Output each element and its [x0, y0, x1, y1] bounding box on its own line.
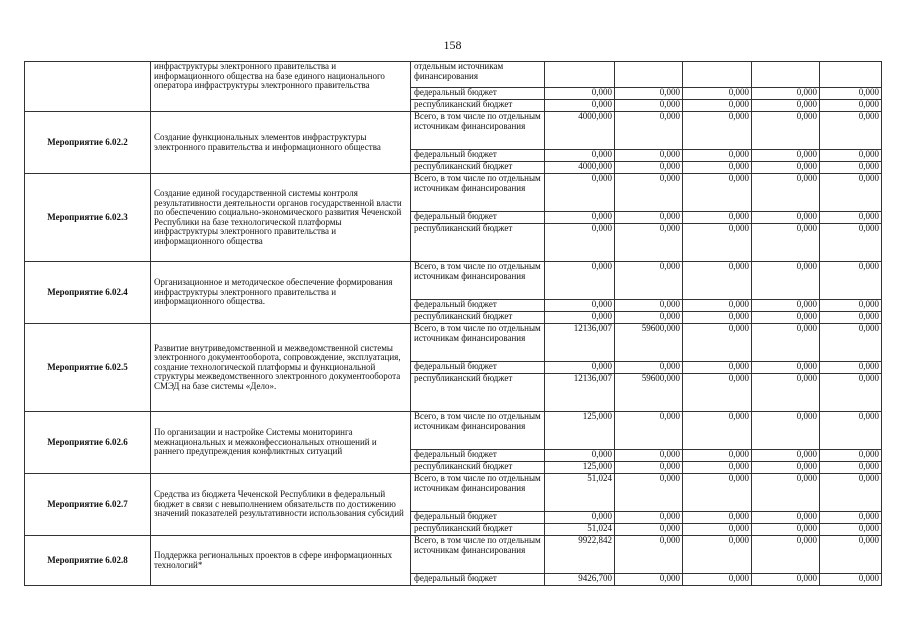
- amount-cell: 9426,700: [545, 574, 615, 586]
- amount-cell: 0,000: [752, 324, 820, 362]
- amount-cell: 0,000: [820, 312, 882, 324]
- funding-source: федеральный бюджет: [411, 150, 545, 162]
- amount-cell: 0,000: [752, 174, 820, 212]
- measure-description: инфраструктуры электронного правительства и информационного общества на базе единого национального оператора инфраструктуры электронного правительства: [151, 62, 411, 112]
- table-row: [25, 536, 882, 574]
- table-row: [25, 412, 882, 450]
- amount-cell: 0,000: [820, 450, 882, 462]
- amount-cell: 0,000: [752, 212, 820, 224]
- amount-cell: 59600,000: [615, 374, 683, 412]
- amount-cell: 0,000: [615, 150, 683, 162]
- funding-source: Всего, в том числе по отдельным источникам финансирования: [411, 262, 545, 300]
- amount-cell: 0,000: [752, 300, 820, 312]
- table-row: [25, 62, 882, 88]
- funding-source: Всего, в том числе по отдельным источникам финансирования: [411, 536, 545, 574]
- amount-cell: 0,000: [683, 362, 752, 374]
- amount-cell: 0,000: [683, 450, 752, 462]
- amount-cell: 0,000: [545, 262, 615, 300]
- amount-cell: 0,000: [752, 574, 820, 586]
- amount-cell: 0,000: [820, 112, 882, 150]
- amount-cell: 0,000: [615, 100, 683, 112]
- amount-cell: 0,000: [615, 212, 683, 224]
- amount-cell: 0,000: [545, 512, 615, 524]
- amount-cell: 0,000: [683, 374, 752, 412]
- amount-cell: 0,000: [752, 224, 820, 262]
- measure-description: Поддержка региональных проектов в сфере информационных технологий*: [151, 536, 411, 586]
- amount-cell: 0,000: [545, 312, 615, 324]
- funding-source: республиканский бюджет: [411, 462, 545, 474]
- amount-cell: 0,000: [545, 300, 615, 312]
- amount-cell: 0,000: [615, 262, 683, 300]
- amount-cell: 0,000: [752, 362, 820, 374]
- amount-cell: 0,000: [752, 524, 820, 536]
- amount-cell: 0,000: [683, 88, 752, 100]
- funding-source: Всего, в том числе по отдельным источникам финансирования: [411, 112, 545, 150]
- amount-cell: 0,000: [615, 412, 683, 450]
- amount-cell: 0,000: [683, 300, 752, 312]
- amount-cell: 0,000: [820, 212, 882, 224]
- table-row: [25, 112, 882, 150]
- funding-source: Всего, в том числе по отдельным источникам финансирования: [411, 324, 545, 362]
- measure-id: Мероприятие 6.02.3: [25, 174, 151, 262]
- amount-cell: 0,000: [615, 88, 683, 100]
- amount-cell: 0,000: [683, 150, 752, 162]
- table-row: [25, 324, 882, 362]
- amount-cell: [683, 62, 752, 88]
- amount-cell: 0,000: [545, 212, 615, 224]
- amount-cell: 0,000: [820, 88, 882, 100]
- amount-cell: 59600,000: [615, 324, 683, 362]
- measure-id: Мероприятие 6.02.7: [25, 474, 151, 536]
- amount-cell: 0,000: [615, 512, 683, 524]
- measure-id: Мероприятие 6.02.4: [25, 262, 151, 324]
- funding-source: Всего, в том числе по отдельным источникам финансирования: [411, 474, 545, 512]
- amount-cell: 0,000: [752, 450, 820, 462]
- funding-source: республиканский бюджет: [411, 524, 545, 536]
- financing-table-body: [25, 62, 882, 586]
- amount-cell: 0,000: [820, 374, 882, 412]
- amount-cell: 0,000: [545, 88, 615, 100]
- amount-cell: 0,000: [752, 536, 820, 574]
- amount-cell: [615, 62, 683, 88]
- amount-cell: 0,000: [683, 324, 752, 362]
- measure-id: [25, 62, 151, 112]
- amount-cell: 12136,007: [545, 374, 615, 412]
- amount-cell: 0,000: [820, 474, 882, 512]
- funding-source: федеральный бюджет: [411, 212, 545, 224]
- amount-cell: 0,000: [683, 212, 752, 224]
- amount-cell: 0,000: [615, 362, 683, 374]
- amount-cell: 51,024: [545, 524, 615, 536]
- amount-cell: 125,000: [545, 412, 615, 450]
- amount-cell: 0,000: [752, 162, 820, 174]
- amount-cell: 0,000: [752, 462, 820, 474]
- measure-id: Мероприятие 6.02.6: [25, 412, 151, 474]
- amount-cell: [545, 62, 615, 88]
- amount-cell: 0,000: [752, 512, 820, 524]
- amount-cell: 0,000: [545, 100, 615, 112]
- amount-cell: 0,000: [615, 574, 683, 586]
- amount-cell: 0,000: [545, 150, 615, 162]
- amount-cell: 0,000: [752, 312, 820, 324]
- funding-source: Всего, в том числе по отдельным источникам финансирования: [411, 412, 545, 450]
- measure-id: Мероприятие 6.02.2: [25, 112, 151, 174]
- amount-cell: 0,000: [820, 462, 882, 474]
- funding-source: федеральный бюджет: [411, 300, 545, 312]
- amount-cell: 0,000: [545, 224, 615, 262]
- amount-cell: [820, 62, 882, 88]
- amount-cell: 0,000: [683, 162, 752, 174]
- measure-description: Организационное и методическое обеспечение формирования инфраструктуры электронного правительства и информационного общества.: [151, 262, 411, 324]
- amount-cell: 0,000: [820, 412, 882, 450]
- amount-cell: 0,000: [615, 112, 683, 150]
- amount-cell: 0,000: [820, 174, 882, 212]
- amount-cell: 0,000: [820, 512, 882, 524]
- amount-cell: 0,000: [752, 412, 820, 450]
- amount-cell: 0,000: [820, 100, 882, 112]
- amount-cell: 0,000: [545, 450, 615, 462]
- measure-description: По организации и настройке Системы мониторинга межнациональных и межконфессиональных отношений и раннего предупреждения конфликтных ситуаций: [151, 412, 411, 474]
- amount-cell: 0,000: [615, 462, 683, 474]
- amount-cell: 0,000: [683, 100, 752, 112]
- amount-cell: 0,000: [683, 474, 752, 512]
- amount-cell: 0,000: [683, 574, 752, 586]
- amount-cell: 0,000: [615, 224, 683, 262]
- financing-table: [24, 61, 882, 586]
- amount-cell: [752, 62, 820, 88]
- amount-cell: 0,000: [752, 112, 820, 150]
- table-row: [25, 474, 882, 512]
- amount-cell: 0,000: [820, 262, 882, 300]
- amount-cell: 0,000: [820, 324, 882, 362]
- amount-cell: 4000,000: [545, 112, 615, 150]
- amount-cell: 0,000: [615, 450, 683, 462]
- amount-cell: 0,000: [683, 224, 752, 262]
- funding-source: отдельным источникам финансирования: [411, 62, 545, 88]
- amount-cell: 0,000: [683, 312, 752, 324]
- amount-cell: 0,000: [752, 150, 820, 162]
- amount-cell: 0,000: [683, 174, 752, 212]
- measure-id: Мероприятие 6.02.5: [25, 324, 151, 412]
- amount-cell: 0,000: [615, 536, 683, 574]
- amount-cell: 0,000: [683, 262, 752, 300]
- amount-cell: 0,000: [683, 524, 752, 536]
- amount-cell: 0,000: [820, 536, 882, 574]
- amount-cell: 0,000: [820, 362, 882, 374]
- funding-source: федеральный бюджет: [411, 362, 545, 374]
- measure-description: Создание единой государственной системы контроля результативности деятельности органов государственной власти по обеспечению социально-экономического развития Чеченской Республики на базе технологической платформы инфраструктуры электронного правительства и информационного общества: [151, 174, 411, 262]
- amount-cell: 0,000: [752, 474, 820, 512]
- amount-cell: 51,024: [545, 474, 615, 512]
- funding-source: федеральный бюджет: [411, 574, 545, 586]
- amount-cell: 0,000: [683, 412, 752, 450]
- amount-cell: 0,000: [683, 462, 752, 474]
- amount-cell: 12136,007: [545, 324, 615, 362]
- amount-cell: 0,000: [820, 574, 882, 586]
- amount-cell: 0,000: [820, 224, 882, 262]
- amount-cell: 0,000: [683, 536, 752, 574]
- funding-source: республиканский бюджет: [411, 162, 545, 174]
- amount-cell: 125,000: [545, 462, 615, 474]
- funding-source: республиканский бюджет: [411, 224, 545, 262]
- amount-cell: 0,000: [545, 174, 615, 212]
- amount-cell: 0,000: [615, 174, 683, 212]
- funding-source: республиканский бюджет: [411, 312, 545, 324]
- amount-cell: 0,000: [615, 474, 683, 512]
- amount-cell: 0,000: [820, 150, 882, 162]
- funding-source: республиканский бюджет: [411, 100, 545, 112]
- amount-cell: 0,000: [615, 300, 683, 312]
- funding-source: республиканский бюджет: [411, 374, 545, 412]
- amount-cell: 0,000: [615, 162, 683, 174]
- amount-cell: 0,000: [545, 362, 615, 374]
- funding-source: федеральный бюджет: [411, 450, 545, 462]
- amount-cell: 0,000: [820, 524, 882, 536]
- funding-source: федеральный бюджет: [411, 512, 545, 524]
- amount-cell: 0,000: [615, 312, 683, 324]
- table-row: [25, 174, 882, 212]
- measure-description: Развитие внутриведомственной и межведомственной системы электронного документооборота, сопровождение, эксплуатация, создание технологической платформы и функциональной структуры межведомственного электронного документооборота СМЭД на базе системы «Дело».: [151, 324, 411, 412]
- measure-description: Создание функциональных элементов инфраструктуры электронного правительства и информационного общества: [151, 112, 411, 174]
- amount-cell: 0,000: [683, 112, 752, 150]
- amount-cell: 0,000: [752, 374, 820, 412]
- amount-cell: 0,000: [615, 524, 683, 536]
- amount-cell: 9922,842: [545, 536, 615, 574]
- amount-cell: 0,000: [683, 512, 752, 524]
- amount-cell: 0,000: [820, 300, 882, 312]
- funding-source: федеральный бюджет: [411, 88, 545, 100]
- amount-cell: 0,000: [752, 262, 820, 300]
- funding-source: Всего, в том числе по отдельным источникам финансирования: [411, 174, 545, 212]
- measure-id: Мероприятие 6.02.8: [25, 536, 151, 586]
- amount-cell: 0,000: [752, 100, 820, 112]
- amount-cell: 0,000: [820, 162, 882, 174]
- measure-description: Средства из бюджета Чеченской Республики в федеральный бюджет в связи с невыполнением обязательств по достижению значений показателей результативности использования субсидий: [151, 474, 411, 536]
- amount-cell: 0,000: [752, 88, 820, 100]
- table-row: [25, 262, 882, 300]
- amount-cell: 4000,000: [545, 162, 615, 174]
- page-number: 158: [443, 38, 462, 52]
